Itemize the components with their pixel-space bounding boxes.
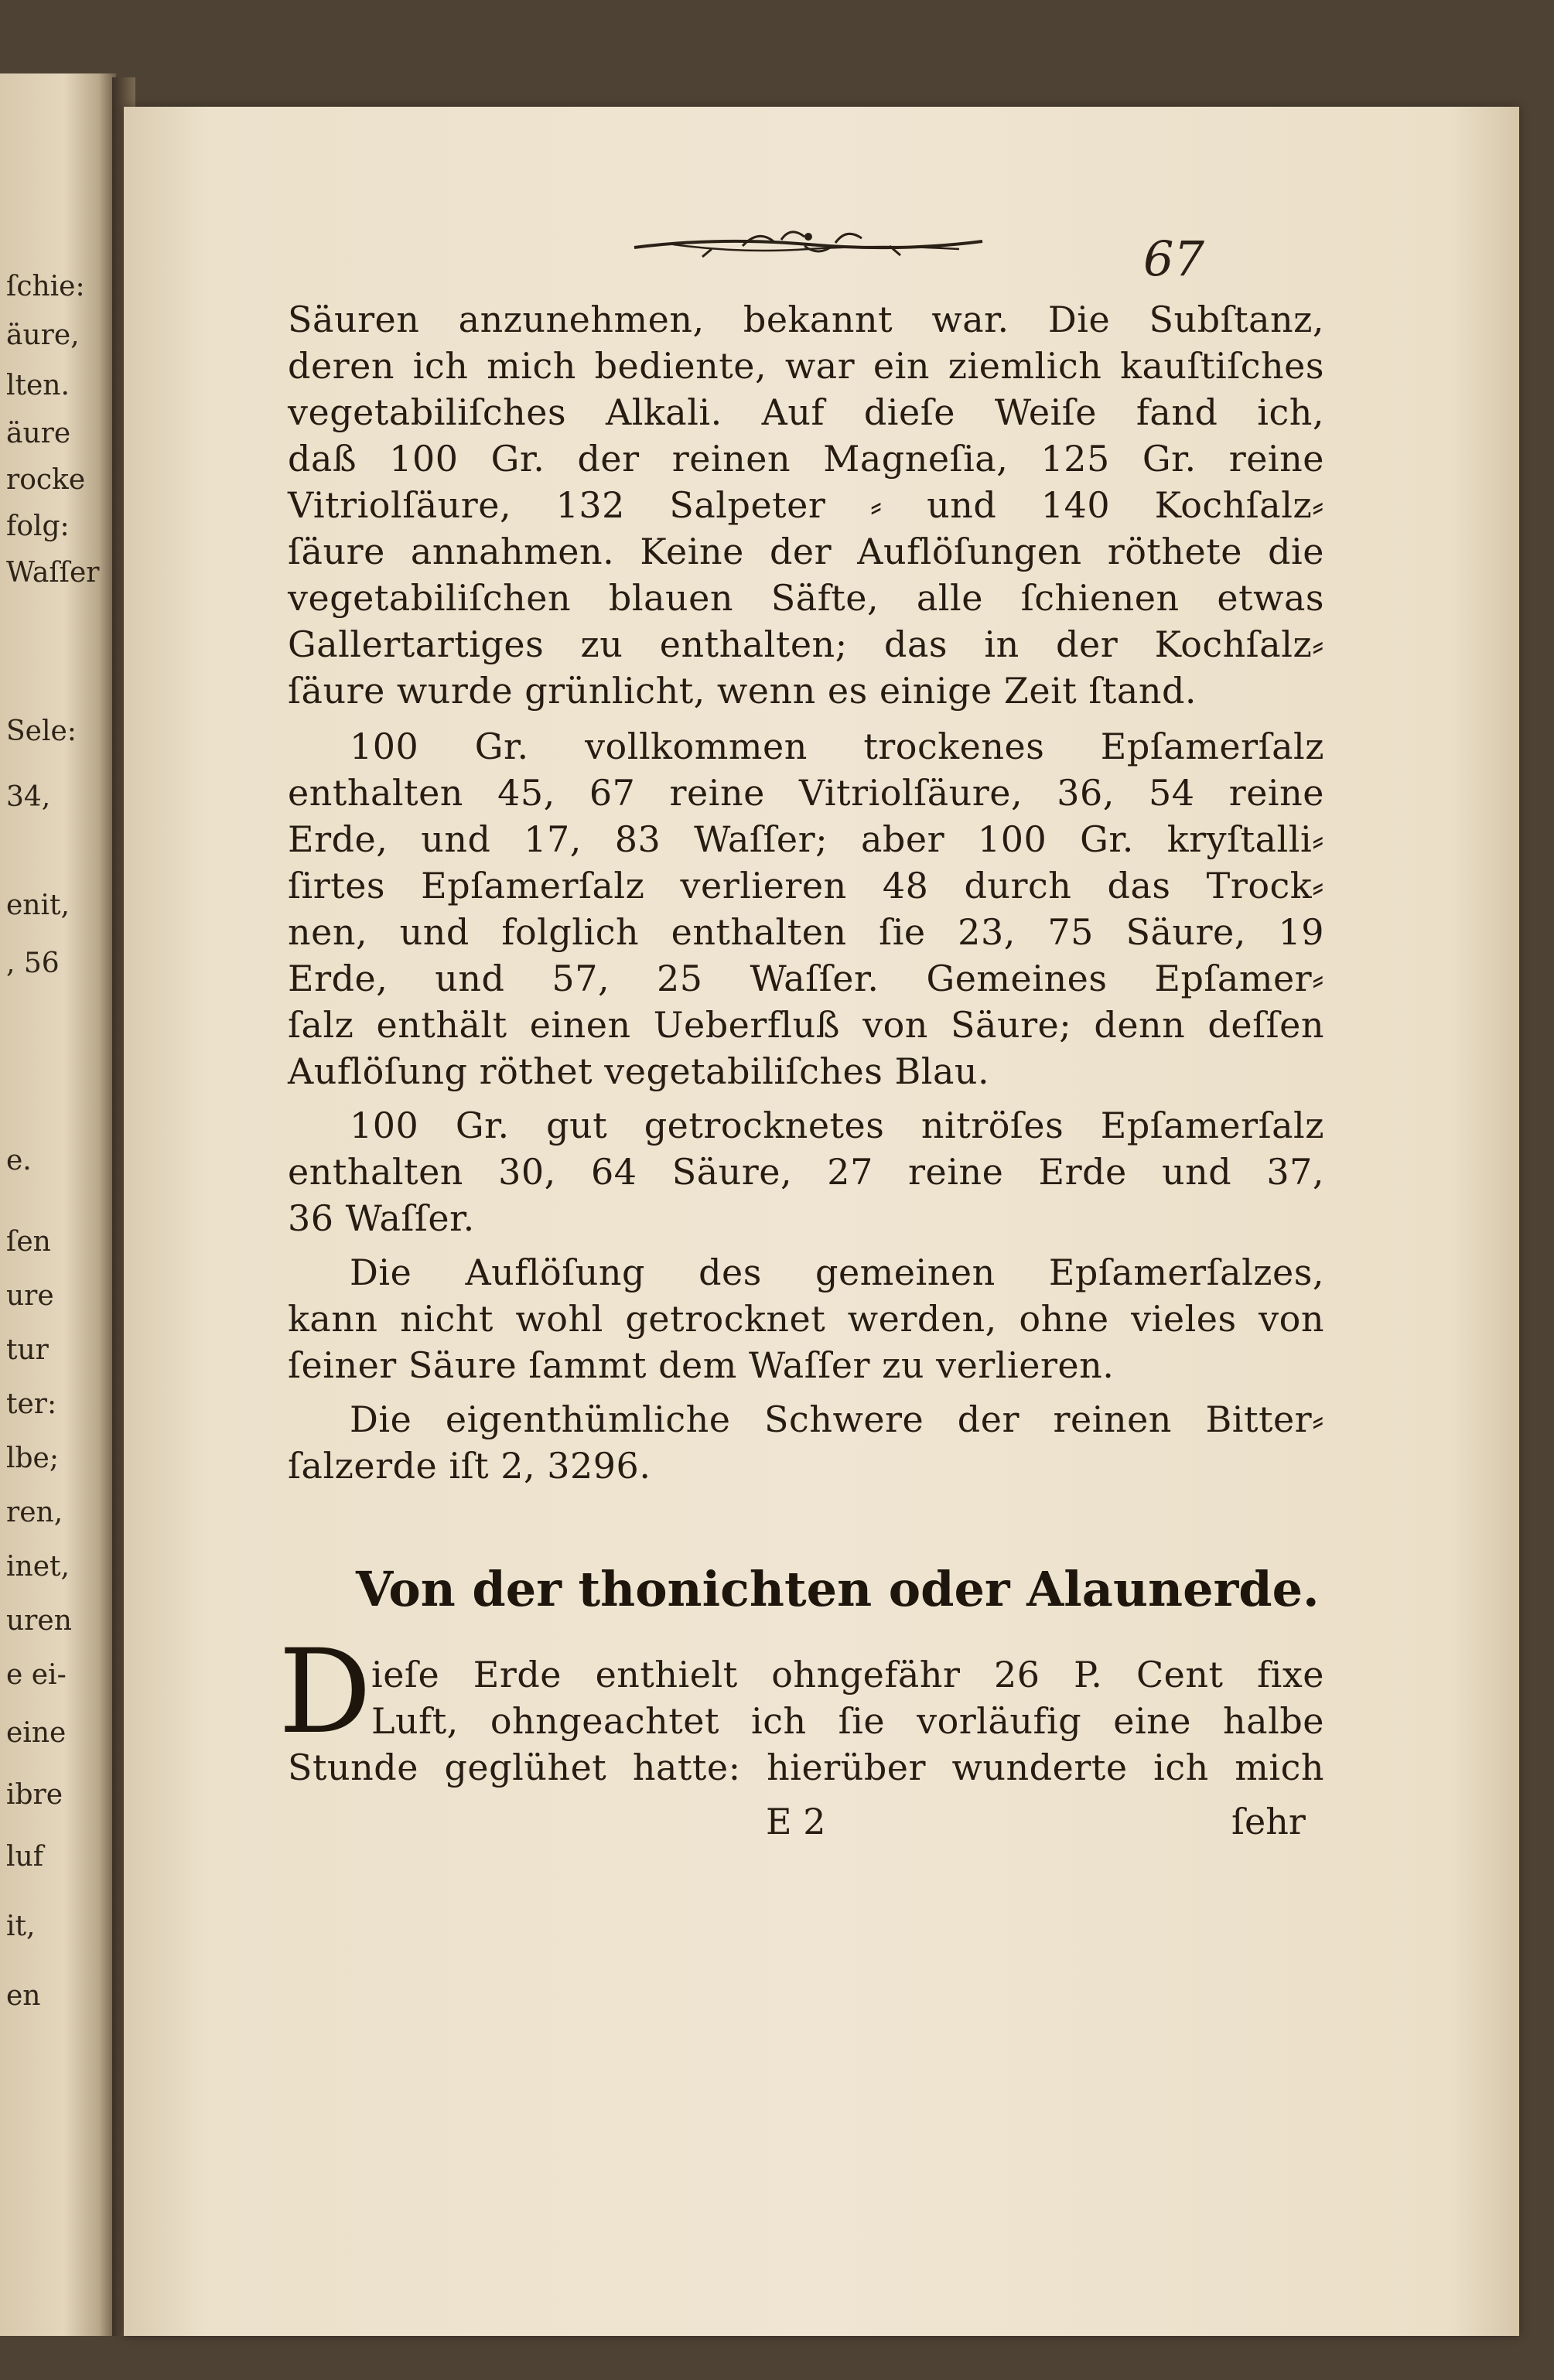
facing-page-fragment: luf xyxy=(6,1841,44,1873)
text-line: Die Auflöſung des gemeinen Epſamerſalzes, xyxy=(350,1251,1324,1293)
facing-page-fragment: lbe; xyxy=(6,1443,59,1474)
text-line: Stunde geglühet hatte: hierüber wunderte ich mich xyxy=(288,1747,1324,1788)
facing-page-fragment: ter: xyxy=(6,1388,57,1420)
page-number: 67 xyxy=(1143,230,1204,287)
text-line: Erde, und 57, 25 Waſſer. Gemeines Epſamer⸗ xyxy=(288,958,1324,999)
facing-page-fragment: tur xyxy=(6,1334,49,1366)
facing-page-fragment: äure xyxy=(6,418,71,449)
text-line: Luft, ohngeachtet ich ſie vorläufig eine halbe xyxy=(371,1700,1324,1742)
signature-mark: E 2 xyxy=(766,1801,826,1842)
facing-page-fragment: Sele: xyxy=(6,715,77,747)
facing-page-fragment: inet, xyxy=(6,1551,70,1583)
text-line: ſalz enthält einen Ueberfluß von Säure; denn deſſen xyxy=(288,1004,1324,1046)
facing-page-fragment: it, xyxy=(6,1910,36,1942)
text-line: kann nicht wohl getrocknet werden, ohne vieles von xyxy=(288,1298,1324,1340)
text-line: ſirtes Epſamerſalz verlieren 48 durch das Trock⸗ xyxy=(288,865,1324,907)
facing-page-fragment: lten. xyxy=(6,370,70,401)
facing-page-fragment: äure, xyxy=(6,319,80,351)
book-page xyxy=(124,107,1519,2336)
facing-page-fragment: uren xyxy=(6,1605,72,1637)
facing-page-fragment: ren, xyxy=(6,1497,63,1528)
facing-page-fragment: Waſſer xyxy=(6,557,100,589)
drop-cap: D xyxy=(278,1625,372,1760)
section-heading: Von der thonichten oder Alaunerde. xyxy=(356,1561,1320,1617)
text-line: ſäure wurde grünlicht, wenn es einige Zeit ſtand. xyxy=(288,670,1197,712)
text-line: 100 Gr. gut getrocknetes nitröſes Epſamerſalz xyxy=(350,1105,1324,1146)
header-ornament xyxy=(627,223,990,261)
facing-page-fragment: ibre xyxy=(6,1779,63,1811)
text-line: 36 Waſſer. xyxy=(288,1197,475,1239)
text-line: nen, und folglich enthalten ſie 23, 75 Säure, 19 xyxy=(288,911,1324,953)
facing-page-fragment: e ei- xyxy=(6,1659,67,1691)
text-line: vegetabiliſchen blauen Säfte, alle ſchienen etwas xyxy=(288,577,1324,619)
text-line: Vitriolſäure, 132 Salpeter ⸗ und 140 Kochſalz⸗ xyxy=(288,484,1324,526)
text-line: ieſe Erde enthielt ohngefähr 26 P. Cent fixe xyxy=(371,1654,1324,1695)
text-line: 100 Gr. vollkommen trockenes Epſamerſalz xyxy=(350,726,1324,767)
text-line: Erde, und 17, 83 Waſſer; aber 100 Gr. kryſtalli⸗ xyxy=(288,818,1324,860)
text-line: ſeiner Säure ſammt dem Waſſer zu verlieren. xyxy=(288,1344,1115,1386)
facing-page-fragment: enit, xyxy=(6,890,70,921)
text-line: enthalten 45, 67 reine Vitriolſäure, 36, 54 reine xyxy=(288,772,1324,814)
catchword: ſehr xyxy=(1231,1801,1306,1842)
text-line: Die eigenthümliche Schwere der reinen Bitter⸗ xyxy=(350,1398,1324,1440)
facing-page-fragment: ſen xyxy=(6,1226,51,1258)
text-line: ſalzerde iſt 2, 3296. xyxy=(288,1445,651,1487)
text-line: deren ich mich bediente, war ein ziemlich kauſtiſches xyxy=(288,345,1324,387)
facing-page-fragment: rocke xyxy=(6,464,86,496)
text-line: Gallertartiges zu enthalten; das in der Kochſalz⸗ xyxy=(288,623,1324,665)
facing-page-fragment: ſchie: xyxy=(6,271,85,302)
facing-page-fragment: eine xyxy=(6,1717,67,1749)
facing-page-fragment: , 56 xyxy=(6,948,60,979)
facing-page-edge xyxy=(0,73,116,2336)
text-line: vegetabiliſches Alkali. Auf dieſe Weiſe fand ich, xyxy=(288,391,1324,433)
text-line: Auflöſung röthet vegetabiliſches Blau. xyxy=(288,1050,990,1092)
facing-page-fragment: 34, xyxy=(6,781,51,813)
facing-page-fragment: en xyxy=(6,1980,41,2012)
text-line: Säuren anzunehmen, bekannt war. Die Subſtanz, xyxy=(288,299,1324,340)
facing-page-fragment: ure xyxy=(6,1280,54,1312)
text-line: daß 100 Gr. der reinen Magneſia, 125 Gr. reine xyxy=(288,438,1324,480)
facing-page-fragment: folg: xyxy=(6,510,70,542)
facing-page-fragment: e. xyxy=(6,1145,32,1176)
text-line: ſäure annahmen. Keine der Auflöſungen röthete die xyxy=(288,531,1324,572)
text-line: enthalten 30, 64 Säure, 27 reine Erde und 37, xyxy=(288,1151,1324,1193)
